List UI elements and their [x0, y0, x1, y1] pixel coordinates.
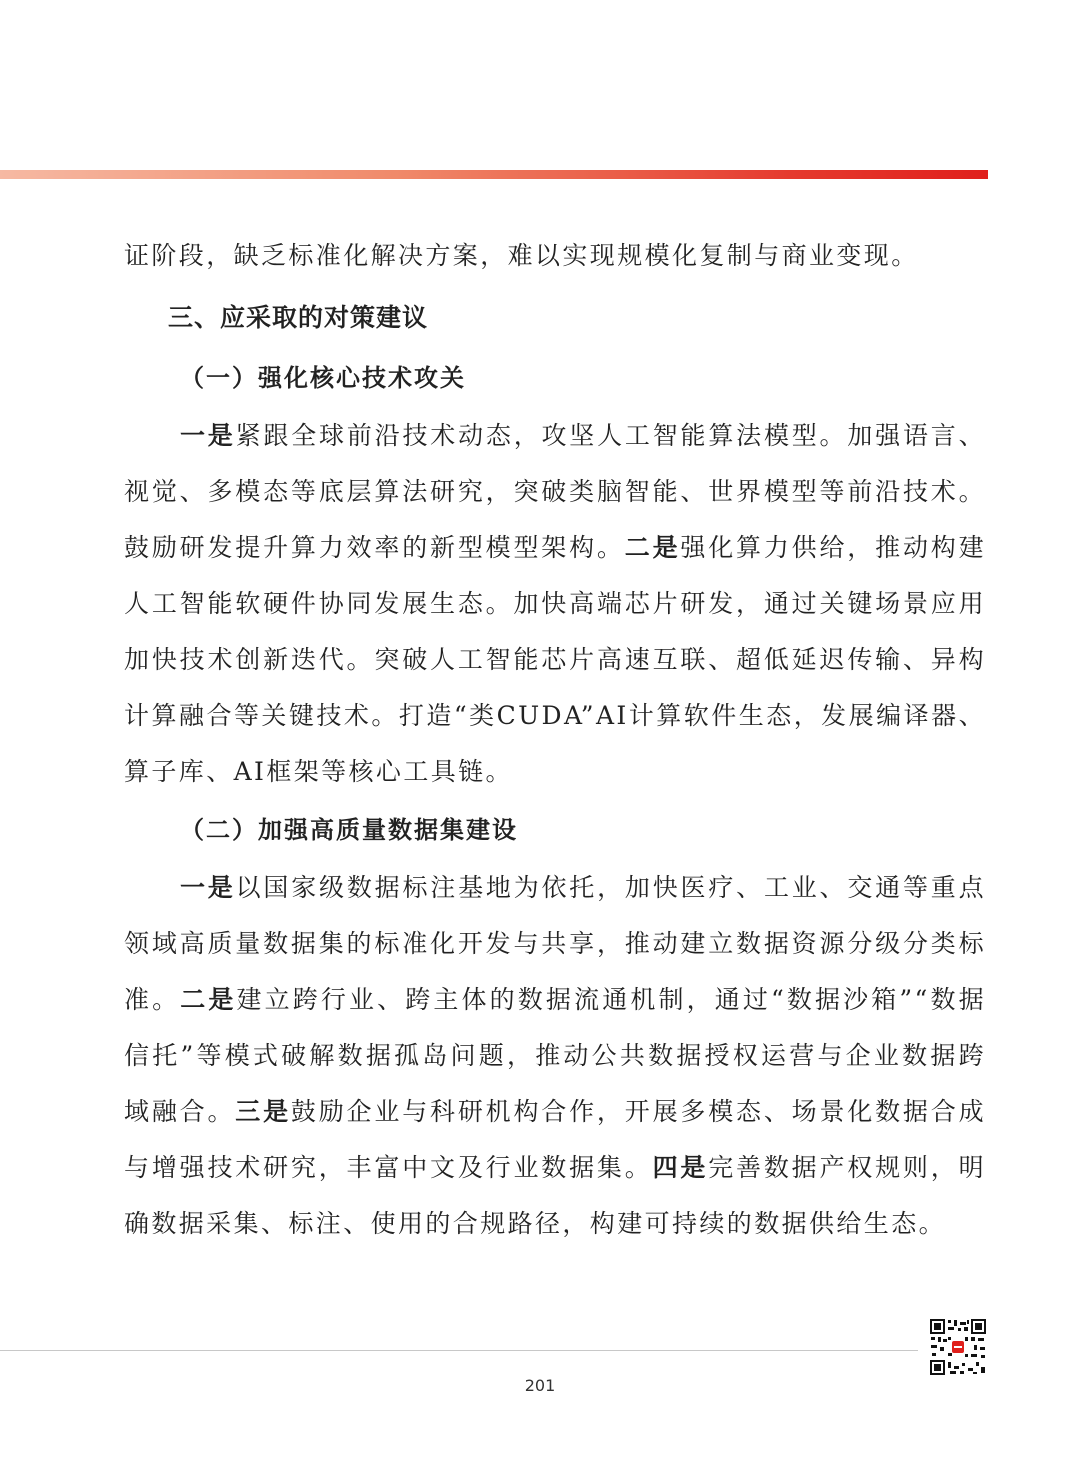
- paragraph-text: 紧跟全球前沿技术动态，攻坚人工智能算法模型。加强语言、视觉、多模态等底层算法研究，突破类脑智能、世界模型等前沿技术。鼓励研发提升算力效率的新型模型架构。: [124, 421, 986, 562]
- paragraph-text: 以国家级数据标注基地为依托，加快医疗、工业、交通等重点领域高质量数据集的标准化开发与共享，推动建立数据资源分级分类标准。: [124, 873, 986, 1014]
- page-body: [124, 228, 986, 1252]
- continuation-paragraph: 证阶段，缺乏标准化解决方案，难以实现规模化复制与商业变现。: [124, 241, 919, 270]
- paragraph-data: [124, 860, 986, 1252]
- lead-marker: 二是: [180, 985, 237, 1014]
- qr-code[interactable]: [929, 1318, 987, 1376]
- lead-marker: 二是: [624, 533, 681, 562]
- qr-code-icon: [929, 1318, 987, 1376]
- footer-rule: [0, 1350, 918, 1351]
- paragraph-text: 建立跨行业、跨主体的数据流通机制，通过“数据沙箱”“数据信托”等模式破解数据孤岛问题，推动公共数据授权运营与企业数据跨域融合。: [124, 985, 986, 1126]
- paragraph-text: 鼓励企业与科研机构合作，开展多模态、场景化数据合成与增强技术研究，丰富中文及行业数据集。: [124, 1097, 986, 1182]
- paragraph-text: 完善数据产权规则，明确数据采集、标注、使用的合规路径，构建可持续的数据供给生态。: [124, 1153, 986, 1238]
- section-title: 三、应采取的对策建议: [168, 303, 429, 332]
- lead-marker: 三是: [235, 1097, 291, 1126]
- subsection-title-2: （二）加强高质量数据集建设: [180, 815, 518, 844]
- page-number: 201: [524, 1376, 556, 1395]
- header-color-band: [0, 170, 988, 179]
- lead-marker: 四是: [652, 1153, 709, 1182]
- paragraph-text: 强化算力供给，推动构建人工智能软硬件协同发展生态。加快高端芯片研发，通过关键场景应用加快技术创新迭代。突破人工智能芯片高速互联、超低延迟传输、异构计算融合等关键技术。打造“类CUDA”AI计算软件生态，发展编译器、算子库、AI框架等核心工具链。: [124, 533, 986, 786]
- paragraph-tech: [124, 408, 986, 800]
- lead-marker: 一是: [180, 421, 236, 450]
- subsection-title-1: （一）强化核心技术攻关: [180, 363, 466, 392]
- lead-marker: 一是: [180, 873, 236, 902]
